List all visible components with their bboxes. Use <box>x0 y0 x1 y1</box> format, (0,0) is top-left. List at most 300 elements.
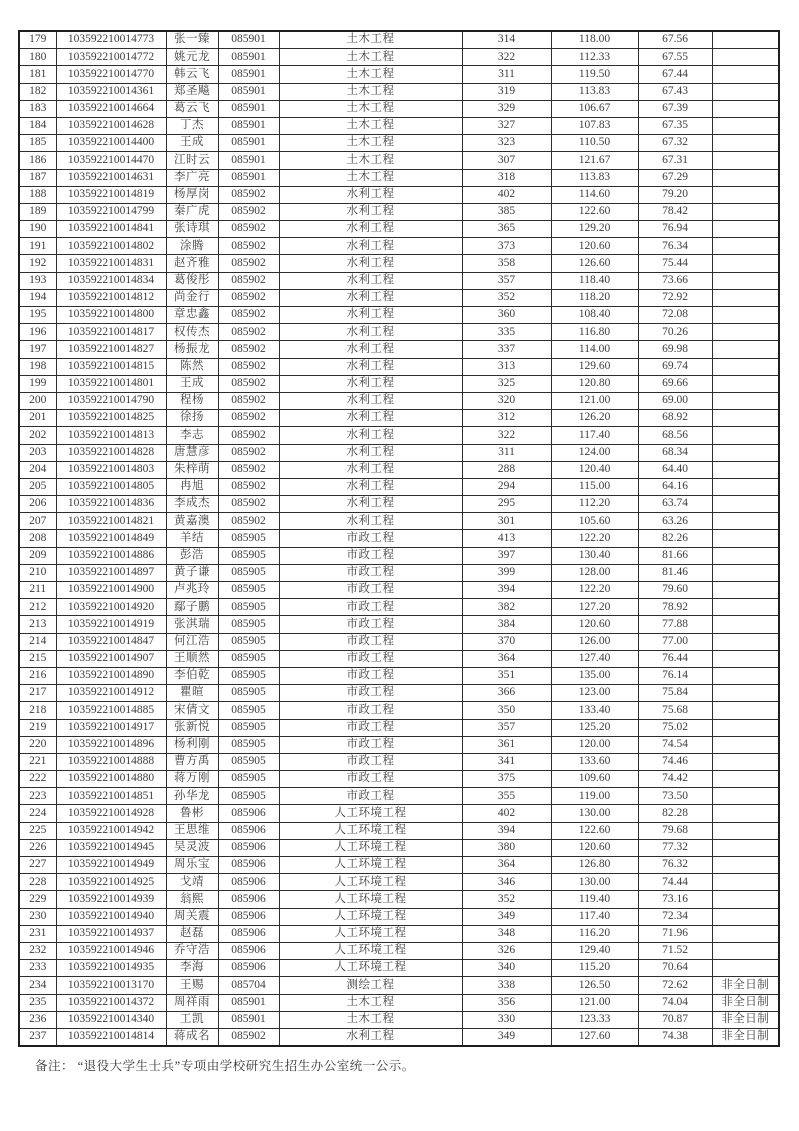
cell-rank: 184 <box>19 117 56 134</box>
table-row <box>19 839 779 856</box>
cell-final_score: 67.29 <box>638 169 712 186</box>
table-row <box>19 994 779 1011</box>
cell-final_score: 73.50 <box>638 788 712 805</box>
cell-interview_score: 122.60 <box>551 822 638 839</box>
cell-name: 王成 <box>166 375 218 392</box>
cell-major_name: 土木工程 <box>279 152 462 169</box>
cell-major_code: 085905 <box>218 530 279 547</box>
cell-name: 冉旭 <box>166 478 218 495</box>
cell-name: 唐慧彦 <box>166 444 218 461</box>
cell-candidate_id: 103592210013170 <box>56 977 166 994</box>
table-row <box>19 547 779 564</box>
cell-major_code: 085906 <box>218 960 279 977</box>
cell-major_code: 085901 <box>218 1011 279 1028</box>
cell-note: 非全日制 <box>712 994 779 1011</box>
cell-total_score: 294 <box>462 478 551 495</box>
cell-major_code: 085902 <box>218 513 279 530</box>
cell-major_name: 水利工程 <box>279 341 462 358</box>
cell-candidate_id: 103592210014917 <box>56 719 166 736</box>
cell-note <box>712 444 779 461</box>
cell-total_score: 357 <box>462 272 551 289</box>
cell-rank: 183 <box>19 100 56 117</box>
cell-final_score: 75.68 <box>638 702 712 719</box>
table-row <box>19 375 779 392</box>
cell-candidate_id: 103592210014800 <box>56 307 166 324</box>
cell-total_score: 318 <box>462 169 551 186</box>
cell-major_code: 085905 <box>218 582 279 599</box>
cell-interview_score: 129.40 <box>551 942 638 959</box>
cell-rank: 210 <box>19 564 56 581</box>
cell-interview_score: 120.60 <box>551 616 638 633</box>
cell-total_score: 307 <box>462 152 551 169</box>
cell-major_name: 人工环境工程 <box>279 805 462 822</box>
table-row <box>19 771 779 788</box>
table-row <box>19 238 779 255</box>
cell-interview_score: 129.60 <box>551 358 638 375</box>
cell-note <box>712 203 779 220</box>
cell-final_score: 75.44 <box>638 255 712 272</box>
cell-final_score: 79.60 <box>638 582 712 599</box>
cell-total_score: 312 <box>462 410 551 427</box>
cell-note <box>712 633 779 650</box>
cell-total_score: 357 <box>462 719 551 736</box>
table-row <box>19 633 779 650</box>
table-row <box>19 702 779 719</box>
cell-total_score: 335 <box>462 324 551 341</box>
cell-note <box>712 685 779 702</box>
cell-note <box>712 255 779 272</box>
cell-rank: 220 <box>19 736 56 753</box>
table-row <box>19 1011 779 1028</box>
cell-rank: 187 <box>19 169 56 186</box>
cell-total_score: 356 <box>462 994 551 1011</box>
cell-interview_score: 126.60 <box>551 255 638 272</box>
cell-name: 曹方禹 <box>166 753 218 770</box>
cell-rank: 185 <box>19 135 56 152</box>
table-row <box>19 100 779 117</box>
table-row <box>19 31 779 49</box>
cell-major_code: 085901 <box>218 169 279 186</box>
cell-major_name: 水利工程 <box>279 392 462 409</box>
cell-final_score: 72.62 <box>638 977 712 994</box>
cell-final_score: 74.42 <box>638 771 712 788</box>
cell-major_code: 085906 <box>218 857 279 874</box>
cell-total_score: 413 <box>462 530 551 547</box>
cell-interview_score: 127.20 <box>551 599 638 616</box>
table-row <box>19 564 779 581</box>
cell-total_score: 394 <box>462 582 551 599</box>
cell-total_score: 326 <box>462 942 551 959</box>
cell-rank: 226 <box>19 839 56 856</box>
cell-total_score: 341 <box>462 753 551 770</box>
cell-candidate_id: 103592210014946 <box>56 942 166 959</box>
cell-final_score: 77.88 <box>638 616 712 633</box>
cell-final_score: 63.26 <box>638 513 712 530</box>
cell-rank: 212 <box>19 599 56 616</box>
cell-interview_score: 119.00 <box>551 788 638 805</box>
cell-name: 赵齐雅 <box>166 255 218 272</box>
cell-major_name: 人工环境工程 <box>279 874 462 891</box>
cell-interview_score: 121.67 <box>551 152 638 169</box>
table-row <box>19 822 779 839</box>
cell-name: 孙华龙 <box>166 788 218 805</box>
cell-rank: 211 <box>19 582 56 599</box>
cell-rank: 179 <box>19 31 56 49</box>
cell-note <box>712 771 779 788</box>
cell-major_name: 水利工程 <box>279 238 462 255</box>
cell-major_code: 085905 <box>218 667 279 684</box>
cell-major_name: 土木工程 <box>279 1011 462 1028</box>
cell-candidate_id: 103592210014802 <box>56 238 166 255</box>
cell-final_score: 78.42 <box>638 203 712 220</box>
cell-major_code: 085902 <box>218 427 279 444</box>
cell-note <box>712 307 779 324</box>
table-row <box>19 324 779 341</box>
cell-note <box>712 324 779 341</box>
cell-rank: 199 <box>19 375 56 392</box>
cell-rank: 190 <box>19 221 56 238</box>
cell-major_code: 085906 <box>218 839 279 856</box>
cell-total_score: 399 <box>462 564 551 581</box>
cell-candidate_id: 103592210014817 <box>56 324 166 341</box>
table-row <box>19 307 779 324</box>
cell-note <box>712 839 779 856</box>
cell-candidate_id: 103592210014470 <box>56 152 166 169</box>
cell-name: 张一臻 <box>166 31 218 49</box>
cell-note <box>712 289 779 306</box>
cell-total_score: 394 <box>462 822 551 839</box>
cell-interview_score: 106.67 <box>551 100 638 117</box>
cell-total_score: 364 <box>462 857 551 874</box>
cell-interview_score: 127.60 <box>551 1028 638 1046</box>
cell-name: 杨利刚 <box>166 736 218 753</box>
cell-rank: 219 <box>19 719 56 736</box>
cell-major_name: 市政工程 <box>279 667 462 684</box>
cell-candidate_id: 103592210014815 <box>56 358 166 375</box>
cell-total_score: 397 <box>462 547 551 564</box>
table-row <box>19 358 779 375</box>
cell-note <box>712 925 779 942</box>
cell-major_name: 水利工程 <box>279 375 462 392</box>
cell-rank: 216 <box>19 667 56 684</box>
table-row <box>19 685 779 702</box>
cell-final_score: 67.55 <box>638 49 712 66</box>
cell-final_score: 77.32 <box>638 839 712 856</box>
cell-interview_score: 118.00 <box>551 31 638 49</box>
cell-final_score: 67.43 <box>638 83 712 100</box>
cell-candidate_id: 103592210014940 <box>56 908 166 925</box>
cell-candidate_id: 103592210014949 <box>56 857 166 874</box>
cell-final_score: 64.40 <box>638 461 712 478</box>
cell-rank: 223 <box>19 788 56 805</box>
cell-major_code: 085901 <box>218 994 279 1011</box>
cell-note <box>712 496 779 513</box>
cell-name: 涂腾 <box>166 238 218 255</box>
cell-interview_score: 119.40 <box>551 891 638 908</box>
cell-rank: 229 <box>19 891 56 908</box>
table-row <box>19 152 779 169</box>
cell-major_code: 085901 <box>218 66 279 83</box>
cell-candidate_id: 103592210014828 <box>56 444 166 461</box>
cell-major_code: 085901 <box>218 31 279 49</box>
table-row <box>19 427 779 444</box>
cell-rank: 213 <box>19 616 56 633</box>
cell-candidate_id: 103592210014801 <box>56 375 166 392</box>
cell-name: 宋倩文 <box>166 702 218 719</box>
cell-name: 翁熙 <box>166 891 218 908</box>
table-row <box>19 582 779 599</box>
cell-major_code: 085901 <box>218 83 279 100</box>
cell-name: 秦广虎 <box>166 203 218 220</box>
cell-final_score: 76.94 <box>638 221 712 238</box>
cell-name: 蒋成名 <box>166 1028 218 1046</box>
cell-name: 瞿暄 <box>166 685 218 702</box>
cell-rank: 193 <box>19 272 56 289</box>
cell-rank: 204 <box>19 461 56 478</box>
cell-final_score: 70.64 <box>638 960 712 977</box>
cell-total_score: 360 <box>462 307 551 324</box>
cell-major_code: 085906 <box>218 942 279 959</box>
cell-final_score: 64.16 <box>638 478 712 495</box>
cell-final_score: 76.44 <box>638 650 712 667</box>
cell-rank: 202 <box>19 427 56 444</box>
table-row <box>19 186 779 203</box>
cell-final_score: 81.66 <box>638 547 712 564</box>
cell-rank: 180 <box>19 49 56 66</box>
cell-major_code: 085902 <box>218 238 279 255</box>
table-row <box>19 942 779 959</box>
cell-total_score: 323 <box>462 135 551 152</box>
cell-candidate_id: 103592210014890 <box>56 667 166 684</box>
cell-interview_score: 120.80 <box>551 375 638 392</box>
cell-candidate_id: 103592210014812 <box>56 289 166 306</box>
table-row <box>19 891 779 908</box>
cell-name: 戈靖 <box>166 874 218 891</box>
cell-rank: 234 <box>19 977 56 994</box>
table-row <box>19 461 779 478</box>
cell-candidate_id: 103592210014935 <box>56 960 166 977</box>
table-row <box>19 478 779 495</box>
cell-name: 朱梓萌 <box>166 461 218 478</box>
cell-major_code: 085901 <box>218 152 279 169</box>
cell-total_score: 382 <box>462 599 551 616</box>
cell-rank: 208 <box>19 530 56 547</box>
cell-major_name: 土木工程 <box>279 49 462 66</box>
cell-note <box>712 375 779 392</box>
cell-final_score: 68.92 <box>638 410 712 427</box>
cell-interview_score: 115.00 <box>551 478 638 495</box>
cell-major_name: 市政工程 <box>279 530 462 547</box>
cell-total_score: 375 <box>462 771 551 788</box>
cell-final_score: 77.00 <box>638 633 712 650</box>
cell-final_score: 81.46 <box>638 564 712 581</box>
cell-final_score: 74.04 <box>638 994 712 1011</box>
cell-major_code: 085902 <box>218 324 279 341</box>
cell-note <box>712 564 779 581</box>
cell-total_score: 330 <box>462 1011 551 1028</box>
cell-note <box>712 272 779 289</box>
cell-major_code: 085901 <box>218 49 279 66</box>
cell-note <box>712 117 779 134</box>
cell-final_score: 72.08 <box>638 307 712 324</box>
cell-final_score: 69.66 <box>638 375 712 392</box>
cell-note <box>712 960 779 977</box>
cell-rank: 233 <box>19 960 56 977</box>
cell-major_code: 085905 <box>218 788 279 805</box>
table-row <box>19 753 779 770</box>
cell-rank: 196 <box>19 324 56 341</box>
cell-interview_score: 105.60 <box>551 513 638 530</box>
cell-total_score: 355 <box>462 788 551 805</box>
cell-interview_score: 133.60 <box>551 753 638 770</box>
cell-final_score: 70.26 <box>638 324 712 341</box>
cell-interview_score: 120.00 <box>551 736 638 753</box>
cell-final_score: 69.98 <box>638 341 712 358</box>
cell-rank: 182 <box>19 83 56 100</box>
cell-candidate_id: 103592210014897 <box>56 564 166 581</box>
cell-candidate_id: 103592210014928 <box>56 805 166 822</box>
cell-total_score: 370 <box>462 633 551 650</box>
cell-interview_score: 108.40 <box>551 307 638 324</box>
cell-interview_score: 130.40 <box>551 547 638 564</box>
cell-total_score: 327 <box>462 117 551 134</box>
cell-name: 周关震 <box>166 908 218 925</box>
cell-name: 葛云飞 <box>166 100 218 117</box>
cell-candidate_id: 103592210014799 <box>56 203 166 220</box>
cell-name: 李海 <box>166 960 218 977</box>
cell-major_name: 水利工程 <box>279 324 462 341</box>
cell-major_name: 市政工程 <box>279 650 462 667</box>
cell-candidate_id: 103592210014821 <box>56 513 166 530</box>
cell-note <box>712 891 779 908</box>
cell-final_score: 78.92 <box>638 599 712 616</box>
cell-final_score: 75.02 <box>638 719 712 736</box>
cell-final_score: 69.74 <box>638 358 712 375</box>
cell-interview_score: 120.60 <box>551 238 638 255</box>
cell-total_score: 311 <box>462 444 551 461</box>
table-row <box>19 392 779 409</box>
cell-major_code: 085902 <box>218 307 279 324</box>
cell-major_code: 085902 <box>218 478 279 495</box>
cell-candidate_id: 103592210014827 <box>56 341 166 358</box>
cell-major_code: 085905 <box>218 685 279 702</box>
cell-name: 张诗琪 <box>166 221 218 238</box>
cell-note <box>712 341 779 358</box>
cell-major_code: 085902 <box>218 186 279 203</box>
cell-rank: 231 <box>19 925 56 942</box>
cell-rank: 222 <box>19 771 56 788</box>
cell-rank: 192 <box>19 255 56 272</box>
cell-candidate_id: 103592210014896 <box>56 736 166 753</box>
cell-candidate_id: 103592210014836 <box>56 496 166 513</box>
cell-final_score: 76.14 <box>638 667 712 684</box>
cell-interview_score: 118.40 <box>551 272 638 289</box>
cell-major_code: 085905 <box>218 650 279 667</box>
cell-interview_score: 126.50 <box>551 977 638 994</box>
cell-total_score: 319 <box>462 83 551 100</box>
cell-interview_score: 130.00 <box>551 874 638 891</box>
cell-name: 杨振龙 <box>166 341 218 358</box>
cell-final_score: 67.32 <box>638 135 712 152</box>
cell-name: 韩云飞 <box>166 66 218 83</box>
cell-name: 彭浩 <box>166 547 218 564</box>
cell-major_name: 土木工程 <box>279 135 462 152</box>
cell-candidate_id: 103592210014841 <box>56 221 166 238</box>
cell-major_name: 市政工程 <box>279 633 462 650</box>
cell-major_code: 085902 <box>218 410 279 427</box>
cell-rank: 181 <box>19 66 56 83</box>
cell-name: 丁杰 <box>166 117 218 134</box>
cell-interview_score: 121.00 <box>551 994 638 1011</box>
cell-major_code: 085902 <box>218 496 279 513</box>
cell-total_score: 337 <box>462 341 551 358</box>
cell-major_name: 人工环境工程 <box>279 857 462 874</box>
cell-major_name: 土木工程 <box>279 117 462 134</box>
cell-interview_score: 116.80 <box>551 324 638 341</box>
cell-candidate_id: 103592210014772 <box>56 49 166 66</box>
cell-major_code: 085902 <box>218 444 279 461</box>
cell-note <box>712 31 779 49</box>
cell-name: 陈然 <box>166 358 218 375</box>
cell-interview_score: 109.60 <box>551 771 638 788</box>
cell-total_score: 402 <box>462 186 551 203</box>
cell-note <box>712 135 779 152</box>
cell-total_score: 314 <box>462 31 551 49</box>
cell-note <box>712 822 779 839</box>
cell-name: 尚金行 <box>166 289 218 306</box>
cell-major_code: 085901 <box>218 117 279 134</box>
cell-major_name: 土木工程 <box>279 994 462 1011</box>
cell-major_name: 市政工程 <box>279 719 462 736</box>
cell-candidate_id: 103592210014849 <box>56 530 166 547</box>
cell-major_name: 人工环境工程 <box>279 960 462 977</box>
cell-major_name: 市政工程 <box>279 702 462 719</box>
cell-note <box>712 427 779 444</box>
cell-final_score: 79.68 <box>638 822 712 839</box>
cell-total_score: 351 <box>462 667 551 684</box>
cell-total_score: 313 <box>462 358 551 375</box>
cell-final_score: 68.56 <box>638 427 712 444</box>
cell-note <box>712 753 779 770</box>
cell-major_code: 085905 <box>218 633 279 650</box>
cell-major_code: 085905 <box>218 719 279 736</box>
cell-major_code: 085902 <box>218 203 279 220</box>
cell-rank: 191 <box>19 238 56 255</box>
cell-total_score: 322 <box>462 49 551 66</box>
cell-major_code: 085905 <box>218 564 279 581</box>
cell-note <box>712 719 779 736</box>
cell-interview_score: 120.60 <box>551 839 638 856</box>
cell-major_code: 085902 <box>218 375 279 392</box>
cell-candidate_id: 103592210014831 <box>56 255 166 272</box>
cell-major_name: 水利工程 <box>279 272 462 289</box>
cell-total_score: 349 <box>462 908 551 925</box>
cell-total_score: 346 <box>462 874 551 891</box>
cell-interview_score: 118.20 <box>551 289 638 306</box>
cell-rank: 195 <box>19 307 56 324</box>
cell-final_score: 71.52 <box>638 942 712 959</box>
table-row <box>19 289 779 306</box>
cell-total_score: 329 <box>462 100 551 117</box>
table-row <box>19 599 779 616</box>
cell-total_score: 349 <box>462 1028 551 1046</box>
cell-total_score: 384 <box>462 616 551 633</box>
cell-major_name: 人工环境工程 <box>279 942 462 959</box>
cell-major_code: 085906 <box>218 822 279 839</box>
cell-note <box>712 702 779 719</box>
cell-rank: 205 <box>19 478 56 495</box>
cell-candidate_id: 103592210014361 <box>56 83 166 100</box>
